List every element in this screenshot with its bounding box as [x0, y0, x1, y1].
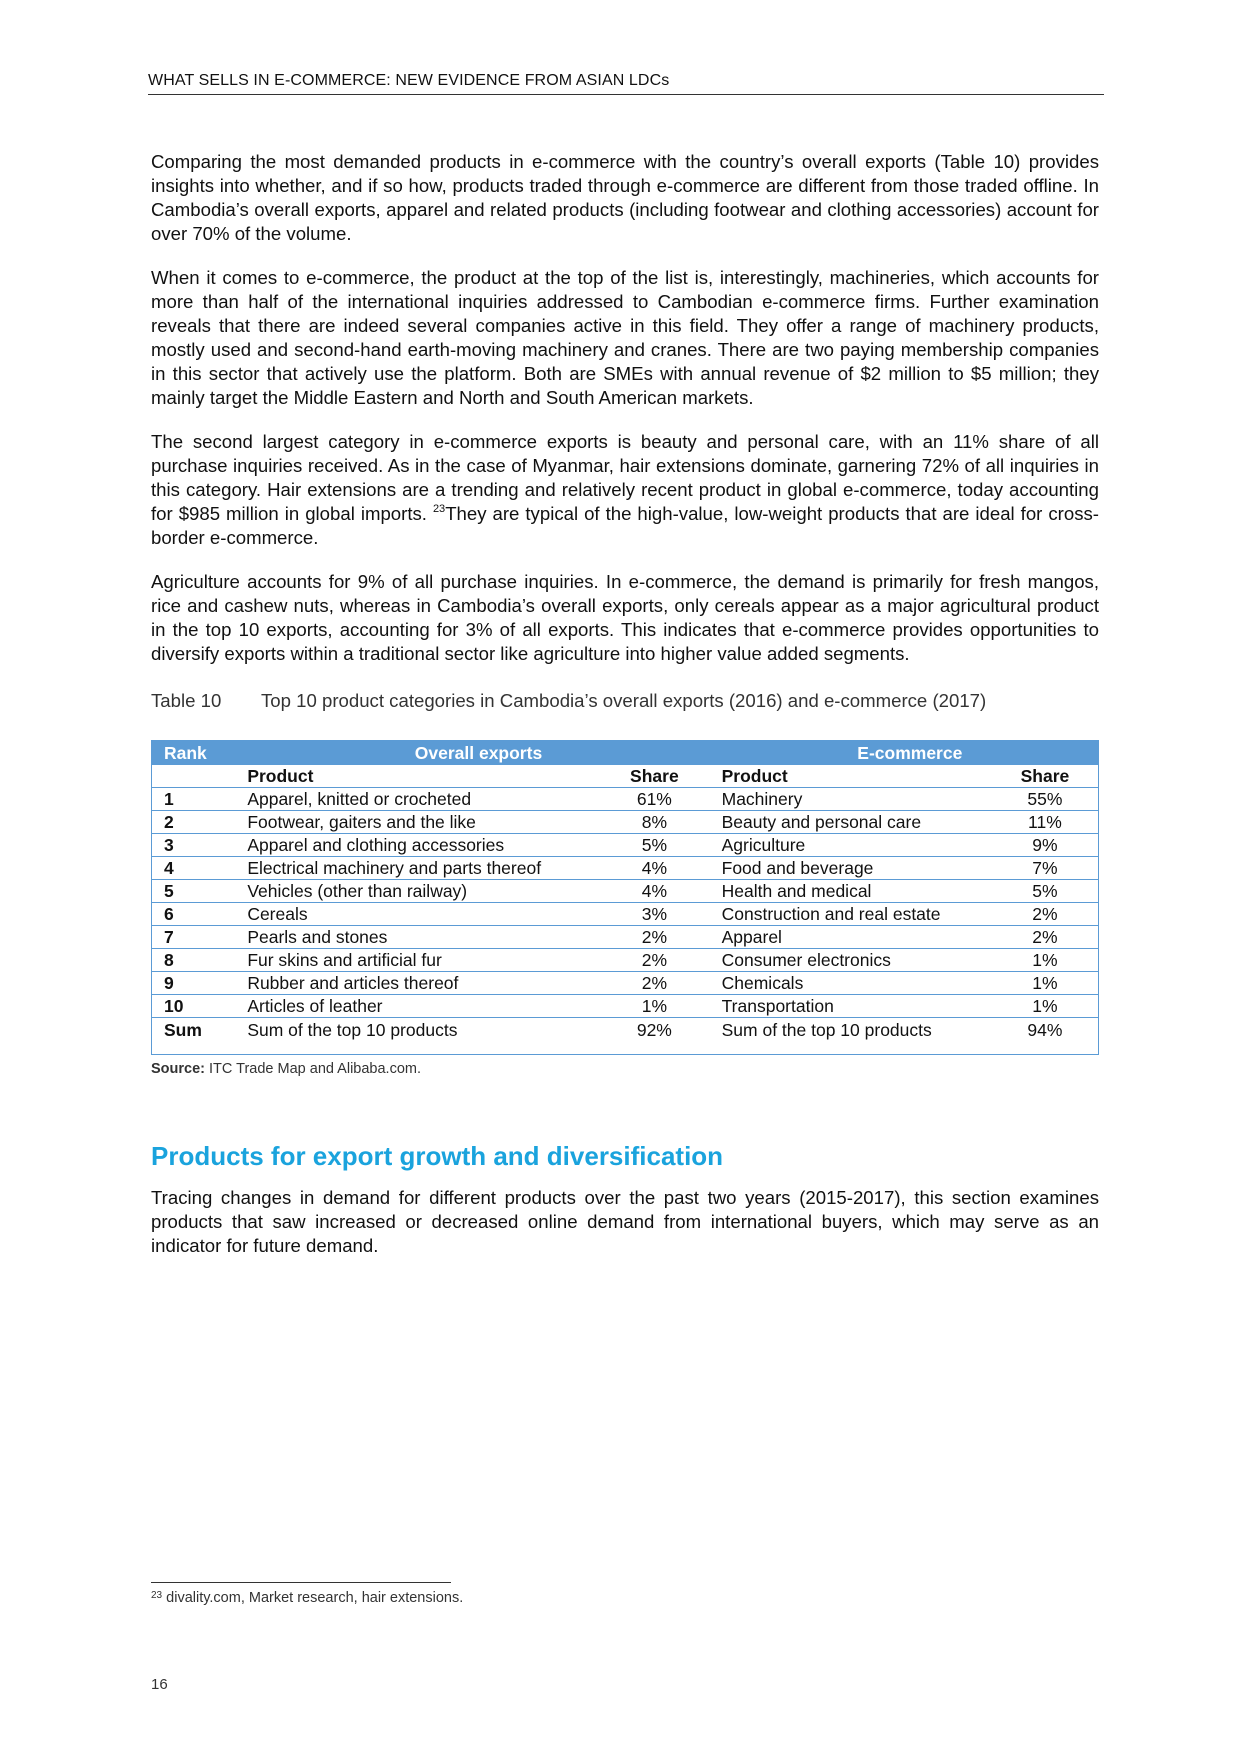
- ecom-product-cell: Health and medical: [710, 880, 992, 903]
- overall-share-cell: 61%: [599, 788, 710, 811]
- sum-label: Sum: [164, 1020, 202, 1040]
- rank-cell: 5: [152, 880, 236, 903]
- ecom-product-cell: Beauty and personal care: [710, 811, 992, 834]
- overall-product-cell: Footwear, gaiters and the like: [235, 811, 599, 834]
- overall-product-cell: Apparel and clothing accessories: [235, 834, 599, 857]
- paragraph-3-text: The second largest category in e-commerce exports is beauty and personal care, with an 11% share of all purchase inquiries received. As in the case of Myanmar, hair extensions dominate, garnering 72% of all inquiries in this category. Hair extensions are a trending and relatively recent product in global e-commerce, today accounting for $985 million in global imports.: [151, 431, 1099, 524]
- ecom-product-cell: Food and beverage: [710, 857, 992, 880]
- rank-cell: 2: [152, 811, 236, 834]
- overall-product-cell: Apparel, knitted or crocheted: [235, 788, 599, 811]
- rank-cell: 1: [152, 788, 236, 811]
- footnote-divider: [151, 1582, 451, 1583]
- overall-product-cell: Cereals: [235, 903, 599, 926]
- overall-share-cell: 2%: [599, 926, 710, 949]
- table-row: [152, 788, 1099, 811]
- overall-exports-header: Overall exports: [235, 741, 709, 766]
- ecom-product-cell: Transportation: [710, 995, 992, 1018]
- overall-product-cell: Pearls and stones: [235, 926, 599, 949]
- ecom-share-cell: 9%: [992, 834, 1099, 857]
- section-paragraph: Tracing changes in demand for different products over the past two years (2015-2017), this section examines products that saw increased or decreased online demand from international buyers, which may serve as an indicator for future demand.: [151, 1187, 1099, 1256]
- table-caption: [151, 690, 1099, 712]
- rank-cell: 3: [152, 834, 236, 857]
- table-source: [151, 1061, 1099, 1077]
- overall-share-cell: 1%: [599, 995, 710, 1018]
- table-row: [152, 811, 1099, 834]
- overall-product-cell: Fur skins and artificial fur: [235, 949, 599, 972]
- paragraph-1: Comparing the most demanded products in e-commerce with the country’s overall exports (Table 10) provides insights into whether, and if so how, products traded through e-commerce are different from those traded offline. In Cambodia’s overall exports, apparel and related products (including footwear and clothing accessories) account for over 70% of the volume.: [151, 151, 1099, 244]
- table-band-header: [152, 741, 1099, 766]
- ecom-share-header: Share: [992, 765, 1099, 788]
- page-content: [151, 150, 1099, 1278]
- paragraph-2: When it comes to e-commerce, the product at the top of the list is, interestingly, machineries, which accounts for more than half of the international inquiries addressed to Cambodian e-commerce firms. Further examination reveals that there are indeed several companies active in this field. They offer a range of machinery products, mostly used and second-hand earth-moving machinery and cranes. There are two paying membership companies in this sector that actively use the platform. Both are SMEs with annual revenue of $2 million to $5 million; they mainly target the Middle Eastern and North and South American markets.: [151, 267, 1099, 408]
- ecom-product-cell: Consumer electronics: [710, 949, 992, 972]
- rank-cell: 6: [152, 903, 236, 926]
- table-sum-row: [152, 1018, 1099, 1043]
- rank-cell: 8: [152, 949, 236, 972]
- overall-share-cell: 8%: [599, 811, 710, 834]
- sum-overall-share: 92%: [636, 1020, 672, 1040]
- footnote: [151, 1590, 463, 1606]
- table-caption-number: Table 10: [151, 690, 222, 711]
- ecom-product-header: Product: [710, 765, 992, 788]
- footnote-ref[interactable]: 23: [432, 503, 446, 515]
- table-row: [152, 972, 1099, 995]
- rank-cell: 9: [152, 972, 236, 995]
- table-caption-text: Top 10 product categories in Cambodia’s overall exports (2016) and e-commerce (2017): [261, 690, 987, 711]
- ecom-share-cell: 1%: [992, 995, 1099, 1018]
- table-bottom-pad: [152, 1042, 1099, 1055]
- rank-cell: 7: [152, 926, 236, 949]
- rank-header: Rank: [152, 741, 236, 766]
- section-heading: Products for export growth and diversification: [151, 1141, 724, 1171]
- product-table: [151, 740, 1099, 1055]
- table-row: [152, 949, 1099, 972]
- ecom-share-cell: 1%: [992, 972, 1099, 995]
- overall-share-cell: 4%: [599, 857, 710, 880]
- overall-share-header: Share: [599, 765, 710, 788]
- ecom-share-cell: 55%: [992, 788, 1099, 811]
- table-row: [152, 903, 1099, 926]
- footnote-number: 23: [151, 1590, 163, 1601]
- running-header: WHAT SELLS IN E-COMMERCE: NEW EVIDENCE FROM ASIAN LDCs: [148, 72, 1104, 95]
- table-row: [152, 857, 1099, 880]
- ecom-share-cell: 2%: [992, 903, 1099, 926]
- overall-share-cell: 4%: [599, 880, 710, 903]
- table-row: [152, 834, 1099, 857]
- ecom-product-cell: Apparel: [710, 926, 992, 949]
- paragraph-3-text-cont: They are typical of the high-value, low-weight products that are ideal for cross-border e-commerce.: [151, 503, 1099, 548]
- table-body: [152, 788, 1099, 1018]
- ecom-product-cell: Chemicals: [710, 972, 992, 995]
- overall-share-cell: 2%: [599, 972, 710, 995]
- paragraph-4: Agriculture accounts for 9% of all purchase inquiries. In e-commerce, the demand is primarily for fresh mangos, rice and cashew nuts, whereas in Cambodia’s overall exports, only cereals appear as a major agricultural product in the top 10 exports, accounting for 3% of all exports. This indicates that e-commerce provides opportunities to diversify exports within a traditional sector like agriculture into higher value added segments.: [151, 571, 1099, 664]
- rank-cell: 10: [152, 995, 236, 1018]
- source-text: ITC Trade Map and Alibaba.com.: [205, 1061, 421, 1077]
- paragraph-3: [151, 430, 1099, 550]
- page-number: 16: [151, 1676, 168, 1693]
- table-row: [152, 880, 1099, 903]
- sum-ecom-share: 94%: [1027, 1020, 1063, 1040]
- overall-product-header: Product: [235, 765, 599, 788]
- ecom-product-cell: Construction and real estate: [710, 903, 992, 926]
- ecom-share-cell: 5%: [992, 880, 1099, 903]
- ecom-product-cell: Agriculture: [710, 834, 992, 857]
- ecommerce-header: E-commerce: [710, 741, 1099, 766]
- sum-ecom-product: Sum of the top 10 products: [721, 1020, 932, 1040]
- overall-product-cell: Vehicles (other than railway): [235, 880, 599, 903]
- footnote-text: divality.com, Market research, hair extensions.: [162, 1590, 464, 1606]
- overall-product-cell: Rubber and articles thereof: [235, 972, 599, 995]
- ecom-share-cell: 7%: [992, 857, 1099, 880]
- overall-share-cell: 2%: [599, 949, 710, 972]
- ecom-share-cell: 1%: [992, 949, 1099, 972]
- ecom-share-cell: 11%: [992, 811, 1099, 834]
- table-row: [152, 926, 1099, 949]
- subheader-blank: [152, 765, 236, 788]
- overall-product-cell: Articles of leather: [235, 995, 599, 1018]
- rank-cell: 4: [152, 857, 236, 880]
- table-row: [152, 995, 1099, 1018]
- ecom-share-cell: 2%: [992, 926, 1099, 949]
- ecom-product-cell: Machinery: [710, 788, 992, 811]
- overall-share-cell: 3%: [599, 903, 710, 926]
- source-label: Source:: [151, 1061, 205, 1077]
- overall-product-cell: Electrical machinery and parts thereof: [235, 857, 599, 880]
- sum-overall-product: Sum of the top 10 products: [247, 1020, 458, 1040]
- table-subheader: [152, 765, 1099, 788]
- overall-share-cell: 5%: [599, 834, 710, 857]
